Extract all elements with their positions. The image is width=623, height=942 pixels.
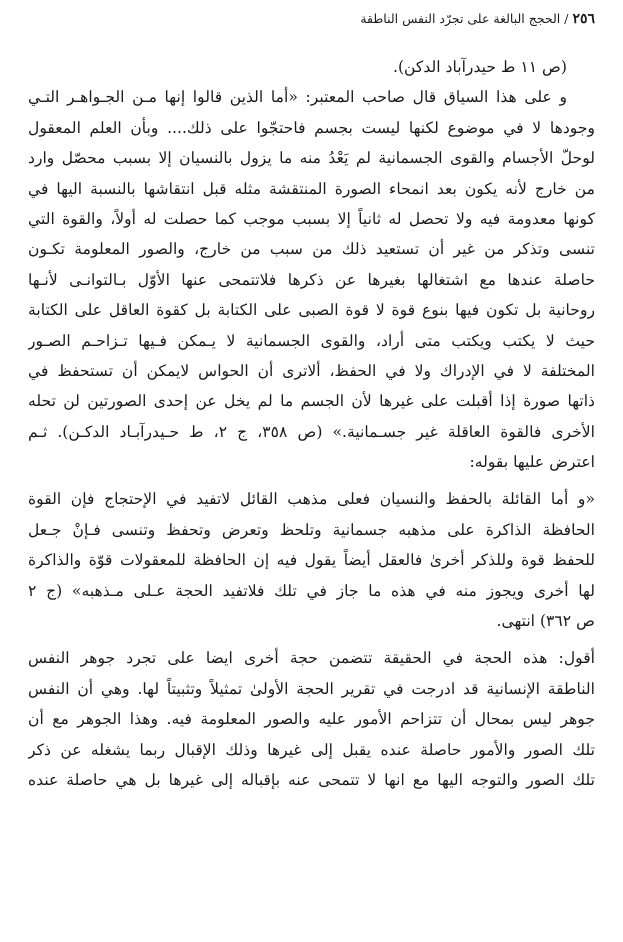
quote-paragraph-objection: [28, 484, 595, 636]
text-line: «و أما القائلة بالحفظ والنسيان فعلى مذهب القائل لاتفيد في الإحتجاج فإن القوة: [28, 490, 595, 509]
text-line: للحفظ قوة وللذكر أخرىٰ فالعقل أيضاً يقول فيه إن الحافظة للمعقولات قوّة والذاكرة: [28, 551, 595, 570]
page-body: [28, 52, 595, 795]
text-line: أقول: هذه الحجة في الحقيقة تتضمن حجة أخرى ايضا على تجرد جوهر النفس: [28, 649, 595, 668]
text-line: جوهر ليس بمحال أن تتزاحم الأمور عليه والصور المعلومة فيه. وهذا الجوهر مع أن: [28, 710, 595, 729]
text-line: اعترض عليها بقوله:: [469, 453, 595, 472]
text-line: (ص ١١ ط حيدرآباد الدكن).: [393, 58, 567, 76]
text-line: و على هذا السياق قال صاحب المعتبر: «أما الذين قالوا إنها مـن الجـواهـر التـي: [28, 88, 567, 107]
text-line: وجودها لا في موضوع لكنها ليست بجسم فاحتجّوا على ذلك.... وبأن العلم المعقول: [28, 118, 595, 137]
text-line: الحافظة الذاكرة على مذهبه جسمانية وتلحظ وتعرض وتحفظ وتنسى فـإنْ جـعل: [28, 520, 595, 539]
page-number: ٢٥٦: [572, 11, 595, 27]
author-paragraph: [28, 643, 595, 795]
text-line: ذاتها صورة إذا أقبلت على غيرها لأن الجسم ما لم يخل عن إحدى الصورتين لن تحله: [28, 392, 595, 411]
text-line: كونها معدومة فيه ولا تحصل له ثانياً إلا بسبب موجب كما حصلت له أولاً، والقوة التي: [28, 209, 595, 228]
text-line: تنسى وتذكر من غير أن تستعيد ذلك من سبب من خارج، والصور المعلومة تكـون: [28, 240, 595, 259]
text-line: المختلفة لا في الإدراك ولا في الحفظ، ألاترى أن الحواس لايمكن أن تستحفظ في: [28, 361, 595, 380]
text-line: لوحلّ الأجسام والقوى الجسمانية لم يَعْدُ منه ما يزول بالنسيان إلا بسبب محصّل وارد: [28, 149, 595, 168]
running-header: [28, 8, 595, 30]
running-title: الحجج البالغة على تجرّد النفس الناطقة: [360, 11, 561, 26]
quote-paragraph-mutabar: [28, 82, 595, 477]
text-line: روحانية بل تكون فيها بنوع قوة لا قوة الصبى على الكتابة بل كقوة العاقل على الكتابة: [28, 301, 595, 320]
text-line: الناطقة الإنسانية قد ادرجت في تقرير الحجة الأولىٰ تمثيلاً وتثبيتاً لها. وهي أن النفس: [28, 679, 595, 698]
citation-paragraph: [28, 52, 595, 82]
text-line: تلك الصور والتوجه اليها مع انها لا تتمحى عنه بإقباله إلى غيرها بل هي حاصلة عنده: [28, 770, 595, 789]
text-line: ص ٣٦٢) انتهى.: [496, 612, 595, 631]
header-separator: /: [564, 11, 569, 26]
text-line: الأخرى فالقوة العاقلة غير جسـمانية.» (ص ٣٥٨، ج ٢، ط حـيدرآبـاد الدكـن). ثـم: [28, 422, 595, 441]
text-line: حاصلة عندها مع اشتغالها بغيرها عن ذكرها فلاتتمحى عنها الأوّل بـالتوانـى لأنـها: [28, 270, 595, 289]
text-line: تلك الصور والأمور حاصلة عنده يقبل إلى غيرها وذلك الإقبال ربما يشغله عن ذكر: [28, 740, 595, 759]
text-line: من خارج لأنه يكون بعد انمحاء الصورة المنتقشة مثله قبل انتقاشها بالنسبة اليها في: [28, 179, 595, 198]
text-line: لها أخرى ويجوز منه في هذه ما جاز في تلك فلاتفيد الحجة عـلى مـذهبه» (ج ٢: [28, 581, 595, 600]
text-line: حيث لا يكتب ويكتب متى أراد، والقوى الجسمانية لا يـمكن فـيها تـزاحـم الصـور: [28, 331, 595, 350]
